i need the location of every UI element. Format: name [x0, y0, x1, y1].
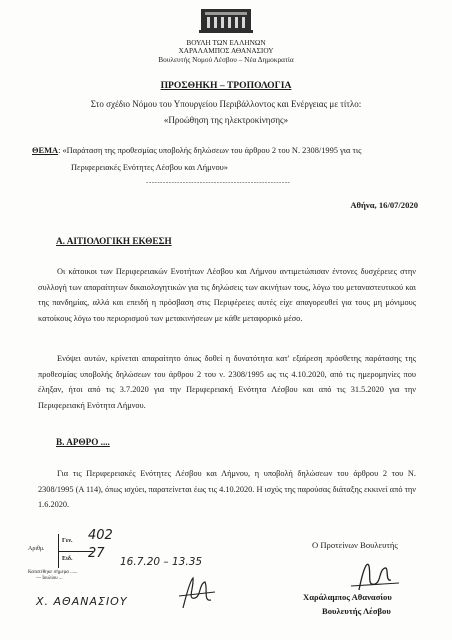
- subtitle-line-1: Στο σχέδιο Νόμου του Υπουργείου Περιβάλλοντος και Ενέργειας με τίτλο:: [90, 99, 362, 109]
- article-line: Για τις Περιφερειακές Ενότητες Λέσβου και Λήμνου, η υποβολή δηλώσεων του άρθρου 2: [57, 469, 387, 478]
- para-2-line: από τις 31.5.2020 για την Περιφερειακή Ενότητα Λήμνου.: [38, 385, 416, 410]
- handwritten-name: Χ. ΑΘΑΝΑΣΙΟΥ: [36, 595, 128, 608]
- para-2-line: από τις ημερομηνίες που έληξαν, ήτοι από τις 3.7.2020 για την Περιφερειακή Ενότητα Λέσβου και: [38, 369, 417, 394]
- org-line-3: Βουλευτής Νομού Λέσβου – Νέα Δημοκρατία: [158, 55, 294, 64]
- document-title: ΠΡΟΣΘΗΚΗ – ΤΡΟΠΟΛΟΓΙΑ: [160, 80, 292, 91]
- article-line: του Ν. 2308/1995 (Α 114), όπως ισχύει, παρατείνεται έως τις 4.10.2020. Η ισχύς της παρούσας: [38, 469, 416, 494]
- subject-line-1: [32, 146, 361, 155]
- para-1-line: λόγω του μεταναστευτικού και της πανδημίας, αλλά και επειδή η πρόσβαση στις Περιφέρειες αυτές: [38, 282, 417, 307]
- stamp-number-gen: 402: [88, 528, 113, 543]
- para-1-line: δυσχέρειες στην συλλογή των απαραίτητων δικαιολογητικών για τις δηλώσεις των ακινήτων τους,: [38, 267, 416, 292]
- para-1-line: Οι κάτοικοι των Περιφερειακών Ενοτήτων Λέσβου και Λήμνου αντιμετώπισαν έντονες: [57, 267, 358, 276]
- stamp-date-time: 16.7.20 – 13.35: [120, 556, 203, 568]
- subject-divider: ---------------------------------------------------: [146, 178, 291, 186]
- section-b-para: [38, 466, 416, 513]
- initials-scribble-icon: [175, 574, 219, 612]
- document-date: Αθήνα, 16/07/2020: [350, 200, 418, 210]
- signature-scribble-icon: [345, 556, 405, 594]
- signatory-name: Χαράλαμπος Αθανασίου: [303, 592, 392, 602]
- section-a-para-2: [38, 351, 416, 413]
- subtitle-line-2: «Προώθηση της ηλεκτροκίνησης»: [163, 115, 289, 125]
- section-a-para-1: [38, 264, 416, 326]
- signature-heading: Ο Προτείνων Βουλευτής: [312, 540, 398, 550]
- signatory-role: Βουλευτής Λέσβου: [322, 606, 391, 616]
- para-2-line: Ενόψει αυτών, κρίνεται απαραίτητο όπως δοθεί η δυνατότητα κατ' εξαίρεση πρόσθετης: [57, 354, 362, 363]
- subject-label: ΘΕΜΑ: [32, 146, 59, 155]
- stamp-label-gen: Γεν.: [62, 538, 73, 544]
- org-line-2: ΧΑΡΑΛΑΜΠΟΣ ΑΘΑΝΑΣΙΟΥ: [178, 46, 274, 55]
- para-2-line: παράτασης της προθεσμίας υποβολής δηλώσεων του άρθρου 2 του ν. 2308/1995 ως τις 4.10.2020,: [38, 354, 417, 379]
- org-line-1: ΒΟΥΛΗ ΤΩΝ ΕΛΛΗΝΩΝ: [186, 38, 266, 47]
- para-1-line: κάθε μεταφορικό μέσο.: [224, 313, 303, 323]
- subject-text-1: : «Παράταση της προθεσμίας υποβολής δηλώσεων του άρθρου 2 του Ν. 2308/1995 για τις: [58, 146, 362, 155]
- stamp-number-eid: 27: [88, 546, 105, 561]
- para-1-line: είχε απαγορευθεί για τους μη μόνιμους κατοίκους λόγω του περιορισμού των μετακινήσεων με: [38, 298, 416, 323]
- stamp-label-eid: Ειδ.: [62, 556, 73, 562]
- article-line: διάταξης εκκινεί από την 1.6.2020.: [38, 484, 416, 509]
- stamp-label-arith: Αριθμ.: [28, 546, 45, 552]
- stamp-note-1: Κατατέθηκε σήμερα ......: [28, 570, 78, 575]
- stamp-note-2: — Ιουλίου ...: [36, 576, 63, 581]
- subject-line-2: Περιφερειακές Ενότητες Λέσβου και Λήμνου»: [71, 163, 228, 172]
- parliament-emblem-icon: [199, 8, 253, 34]
- section-b-heading: Β. ΑΡΘΡΟ ....: [56, 437, 110, 447]
- section-a-heading: Α. ΑΙΤΙΟΛΟΓΙΚΗ ΕΚΘΕΣΗ: [56, 236, 172, 246]
